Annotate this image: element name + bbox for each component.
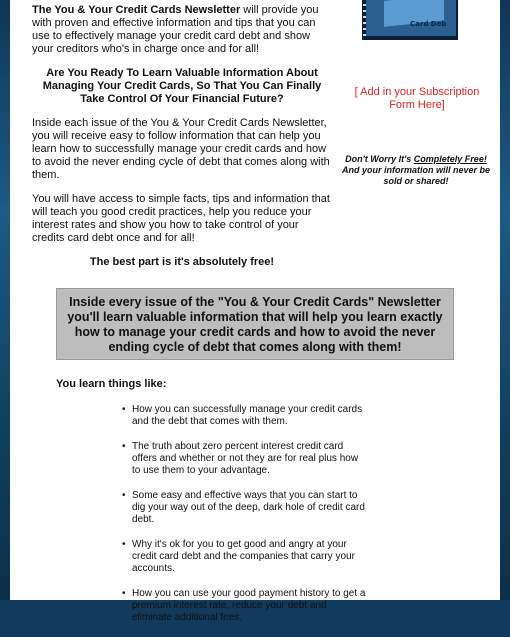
benefit-list [122, 404, 367, 637]
best-part-note: The best part is it's absolutely free! [89, 256, 275, 268]
bullet-icon: • [122, 441, 126, 452]
privacy-note-detail: And your information will never be sold or shared! [341, 165, 491, 186]
list-item-text: Why it's ok for you to get good and angry at your credit card debt and the companies that carry your accounts. [132, 539, 355, 574]
list-item-text: How you can use your good payment history to get a premium interest rate, reduce your debt and eliminate additional fees. [132, 588, 366, 623]
ebook-cover-text: Card Deb [410, 20, 447, 28]
list-item [122, 588, 367, 624]
intro-paragraph [32, 4, 332, 56]
list-item-text: How you can successfully manage your credit cards and the debt that comes with them. [132, 404, 363, 427]
right-decorative-border [500, 0, 510, 600]
list-item [122, 490, 367, 526]
highlight-box: Inside every issue of the "You & Your Credit Cards" Newsletter you'll learn valuable information that will help you learn exactly how to manage your credit cards and how to avoid the never ending cycle of debt that comes along with them! [56, 288, 454, 360]
bullet-icon: • [122, 490, 126, 501]
left-decorative-border [0, 0, 10, 600]
bullet-icon: • [122, 539, 126, 550]
list-item [122, 404, 367, 428]
learn-heading: You learn things like: [56, 378, 167, 390]
privacy-note-lead: Don't Worry It's [345, 154, 414, 164]
list-item [122, 441, 367, 477]
ebook-cover-image [354, 0, 462, 42]
privacy-note [336, 154, 496, 187]
list-item-text: Some easy and effective ways that you can start to dig your way out of the deep, dark hole of credit card debt. [132, 490, 365, 525]
question-heading: Are You Ready To Learn Valuable Information About Managing Your Credit Cards, So That You Can Finally Take Control Of Your Financial Future? [42, 67, 322, 105]
completely-free-text: Completely Free! [413, 154, 487, 164]
list-item [122, 539, 367, 575]
list-item-text: The truth about zero percent interest credit card offers and whether or not they are for real plus how to use them to your advantage. [132, 441, 359, 476]
body-paragraph-1: Inside each issue of the You & Your Credit Cards Newsletter, you will receive easy to follow information that can help you learn how to successfully manage your credit cards and how to avoid the never ending cycle of debt that comes along with them. [32, 117, 330, 181]
newsletter-name: The You & Your Credit Cards Newsletter [32, 4, 241, 16]
intro-text: will provide you with proven and effective information and tips that you can use to effectively manage your credit card debt and show your creditors who's in charge once and for all! [32, 4, 319, 55]
body-paragraph-2: You will have access to simple facts, tips and information that will teach you good credit practices, help you reduce your interest rates and show you how to take control of your credits card debt once and for all! [32, 193, 330, 244]
bullet-icon: • [122, 404, 126, 415]
bullet-icon: • [122, 588, 126, 599]
newsletter-page [10, 0, 500, 623]
main-text-column [32, 4, 332, 280]
subscription-form-placeholder[interactable]: [ Add in your Subscription Form Here] [354, 86, 480, 111]
